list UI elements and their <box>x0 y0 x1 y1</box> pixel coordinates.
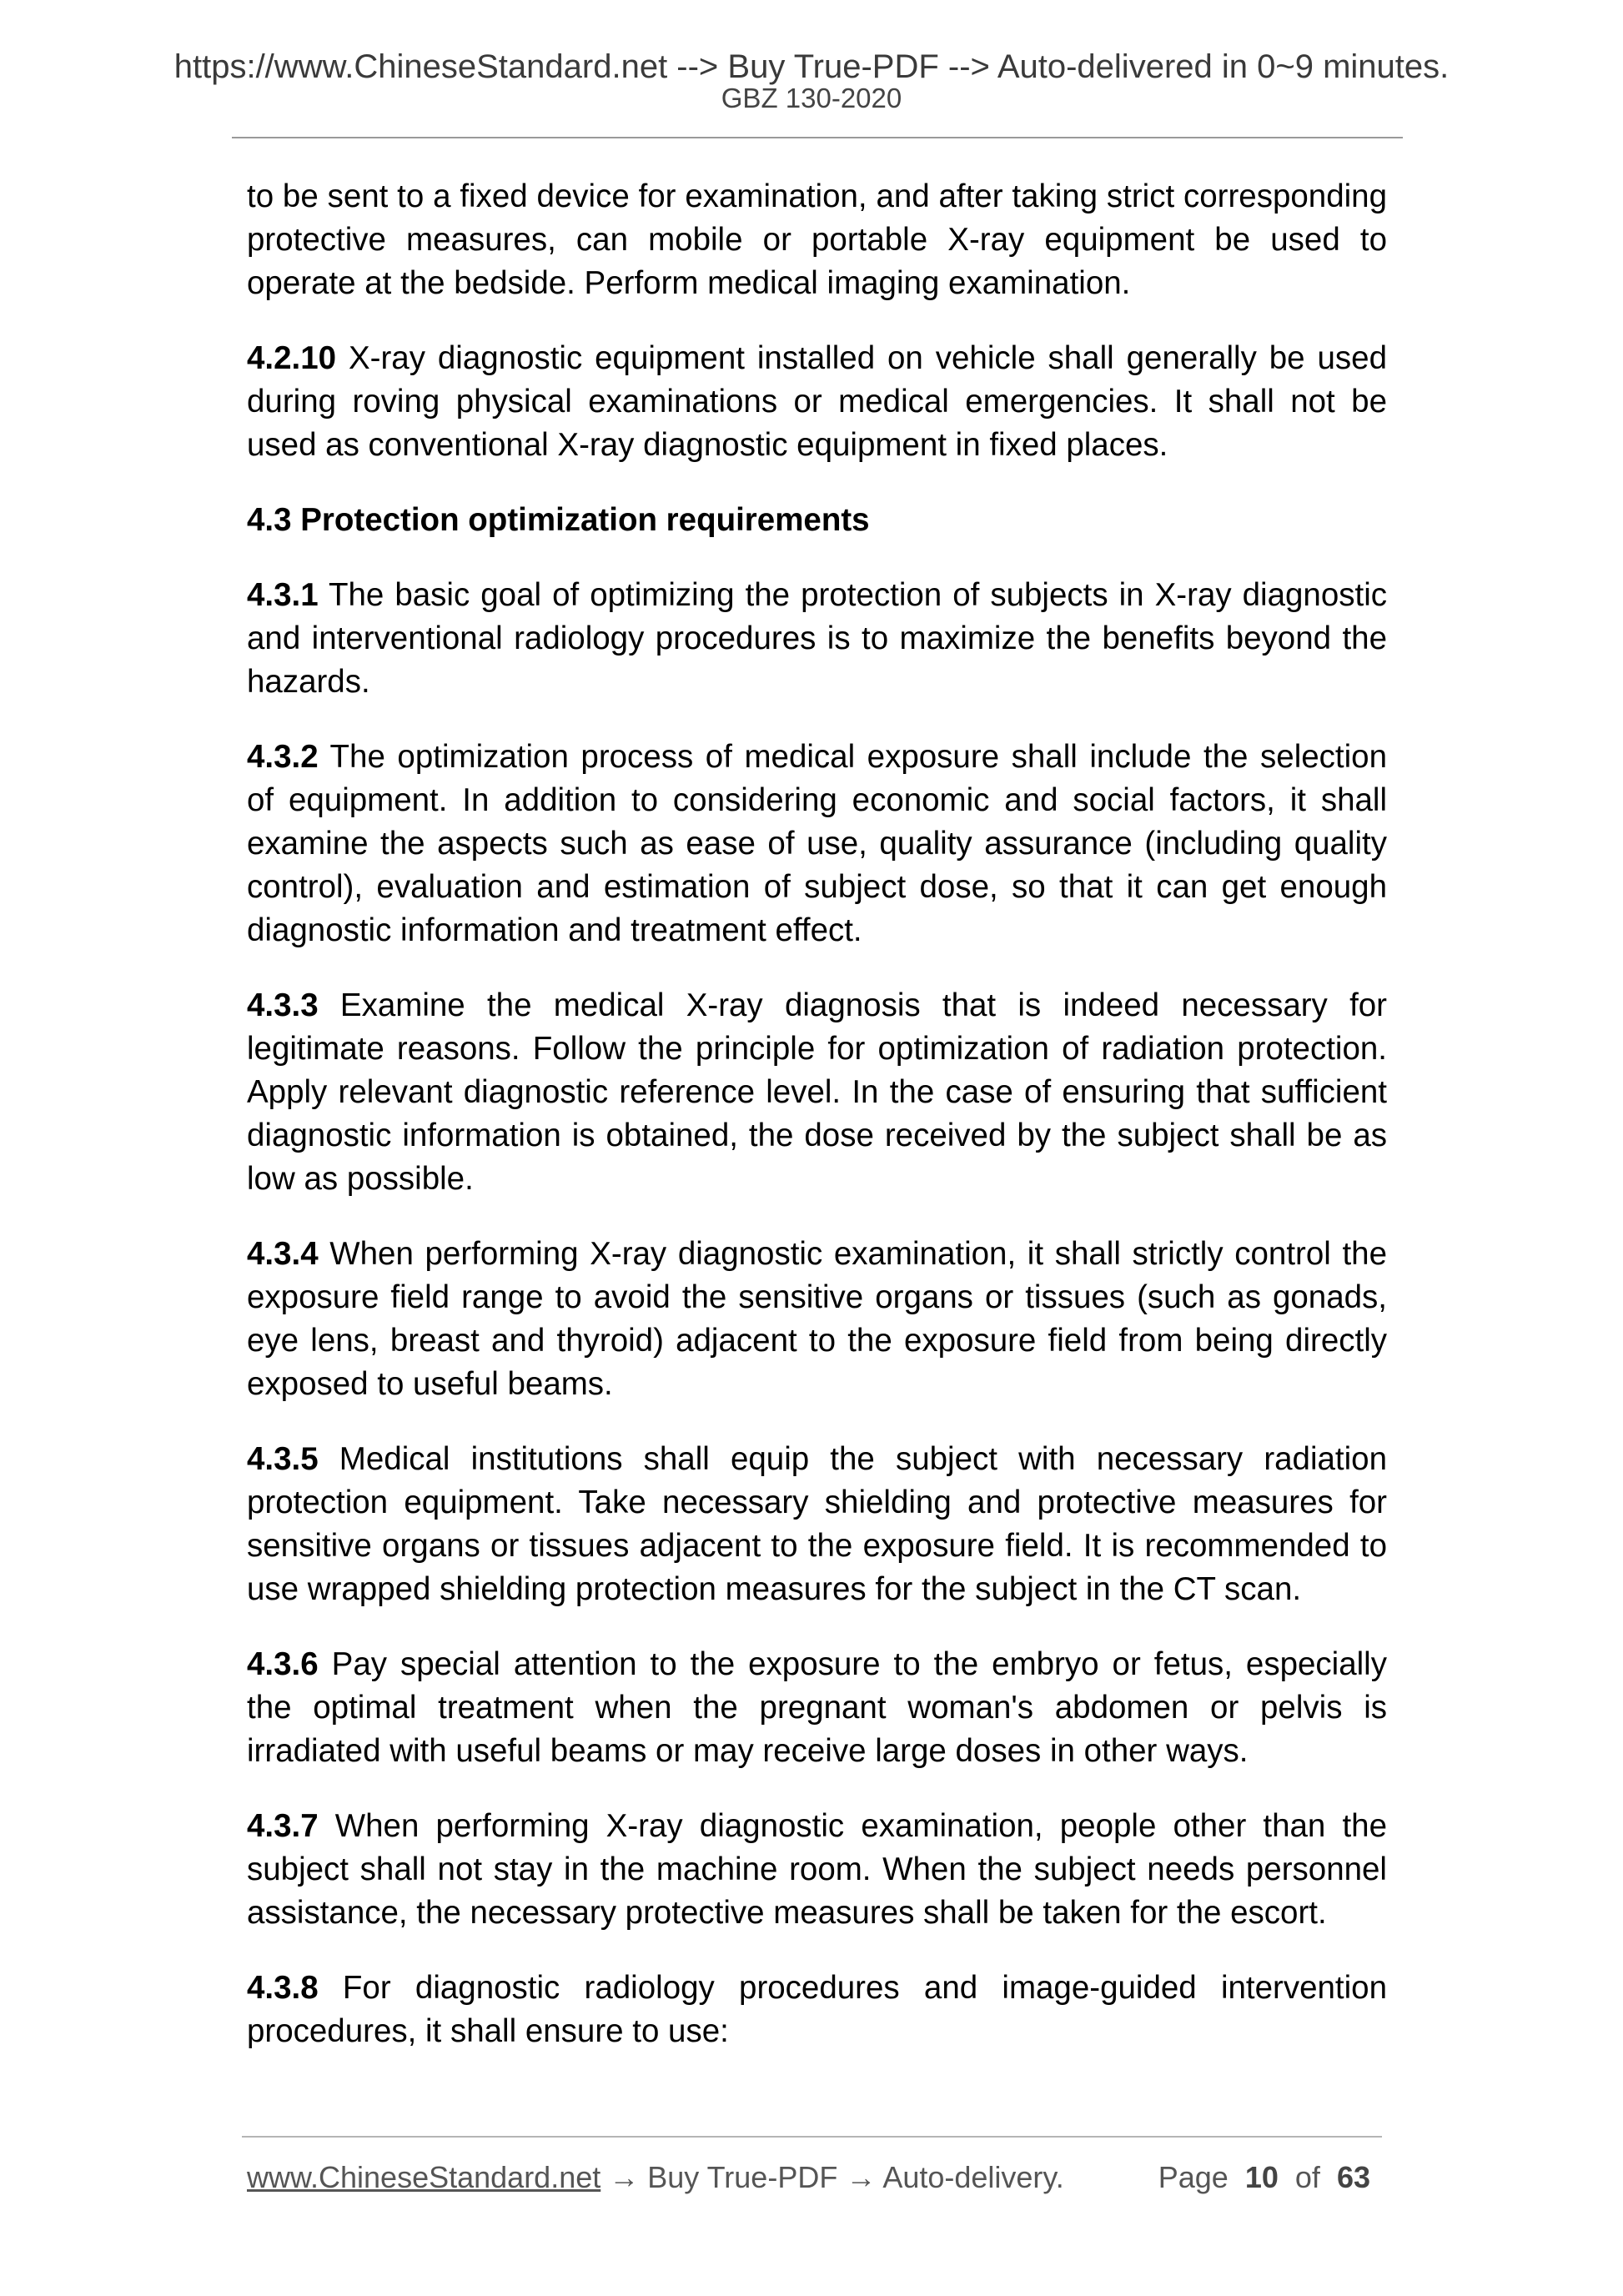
clause-text: When performing X-ray diagnostic examination, people other than the subject shall not stay in the machine room. When the subject needs personnel assistance, the necessary protective measures shall be taken for the escort. <box>247 1808 1388 1931</box>
clause-number: 4.2.10 <box>247 340 337 376</box>
page-footer <box>247 2158 1387 2200</box>
clause-number: 4.3.4 <box>247 1236 319 1272</box>
clause-text: For diagnostic radiology procedures and image-guided intervention procedures, it shall ensure to use: <box>247 1970 1387 2049</box>
header-banner: https://www.ChineseStandard.net --> Buy True-PDF --> Auto-delivered in 0~9 minutes. <box>173 48 1450 85</box>
footer-promo-text: → Buy True-PDF → Auto-delivery. <box>600 2160 1064 2194</box>
clause-4-3-7 <box>247 1805 1387 1935</box>
page-current: 10 <box>1244 2160 1279 2194</box>
clause-4-3-6 <box>247 1643 1387 1773</box>
page-total: 63 <box>1336 2160 1370 2194</box>
clause-number: 4.3.2 <box>247 739 319 775</box>
clause-4-2-10 <box>247 337 1387 467</box>
clause-4-3-4 <box>247 1233 1387 1406</box>
clause-number: 4.3.6 <box>247 1646 319 1682</box>
standard-number: GBZ 130-2020 <box>721 83 902 113</box>
document-body <box>247 175 1387 2085</box>
footer-site-link[interactable]: www.ChineseStandard.net <box>247 2160 601 2194</box>
footer-promo <box>247 2158 1064 2197</box>
clause-4-3-2 <box>247 736 1387 952</box>
clause-4-3-1 <box>247 574 1387 704</box>
clause-number: 4.3.5 <box>247 1441 319 1477</box>
clause-number: 4.3.8 <box>247 1970 319 2006</box>
clause-text: When performing X-ray diagnostic examination, it shall strictly control the exposure field range to avoid the sensitive organs or tissues (such as gonads, eye lens, breast and thyroid) adjacent to the exposure field from being directly exposed to useful beams. <box>247 1236 1387 1402</box>
clause-text: The basic goal of optimizing the protection of subjects in X-ray diagnostic and interventional radiology procedures is to maximize the benefits beyond the hazards. <box>247 577 1387 700</box>
clause-text: The optimization process of medical exposure shall include the selection of equipment. In addition to considering economic and social factors, it shall examine the aspects such as ease of use, quality assurance (including quality control), evaluation and estimation of subject dose, so that it can get enough diagnostic information and treatment effect. <box>247 739 1387 948</box>
clause-number: 4.3.1 <box>247 577 319 613</box>
clause-4-3-5 <box>247 1438 1387 1611</box>
section-heading-text: 4.3 Protection optimization requirements <box>247 502 870 538</box>
page-word: Page <box>1158 2160 1229 2194</box>
clause-number: 4.3.7 <box>247 1808 319 1844</box>
clause-number: 4.3.3 <box>247 987 319 1023</box>
clause-4-3-3 <box>247 984 1387 1201</box>
clause-4-3-8 <box>247 1967 1387 2053</box>
header-divider <box>232 137 1403 138</box>
clause-text: Pay special attention to the exposure to the embryo or fetus, especially the optimal treatment when the pregnant woman's abdomen or pelvis is irradiated with useful beams or may receive large doses in other ways. <box>247 1646 1387 1769</box>
footer-divider <box>242 2136 1382 2138</box>
intro-paragraph: to be sent to a fixed device for examination, and after taking strict corresponding protective measures, can mobile or portable X-ray equipment be used to operate at the bedside. Perform medical imaging examination. <box>247 178 1387 301</box>
of-word: of <box>1294 2160 1320 2194</box>
section-heading <box>247 499 1387 542</box>
clause-text: X-ray diagnostic equipment installed on vehicle shall generally be used during roving physical examinations or medical emergencies. It shall not be used as conventional X-ray diagnostic equipment in fixed places. <box>247 340 1387 463</box>
clause-text: Examine the medical X-ray diagnosis that is indeed necessary for legitimate reasons. Follow the principle for optimization of radiation protection. Apply relevant diagnostic reference level. In the case of ensuring that sufficient diagnostic information is obtained, the dose received by the subject shall be as low as possible. <box>247 987 1388 1197</box>
clause-text: Medical institutions shall equip the subject with necessary radiation protection equipment. Take necessary shielding and protective measures for sensitive organs or tissues adjacent to the exposure field. It is recommended to use wrapped shielding protection measures for the subject in the CT scan. <box>247 1441 1388 1607</box>
page-indicator <box>1158 2158 1370 2197</box>
